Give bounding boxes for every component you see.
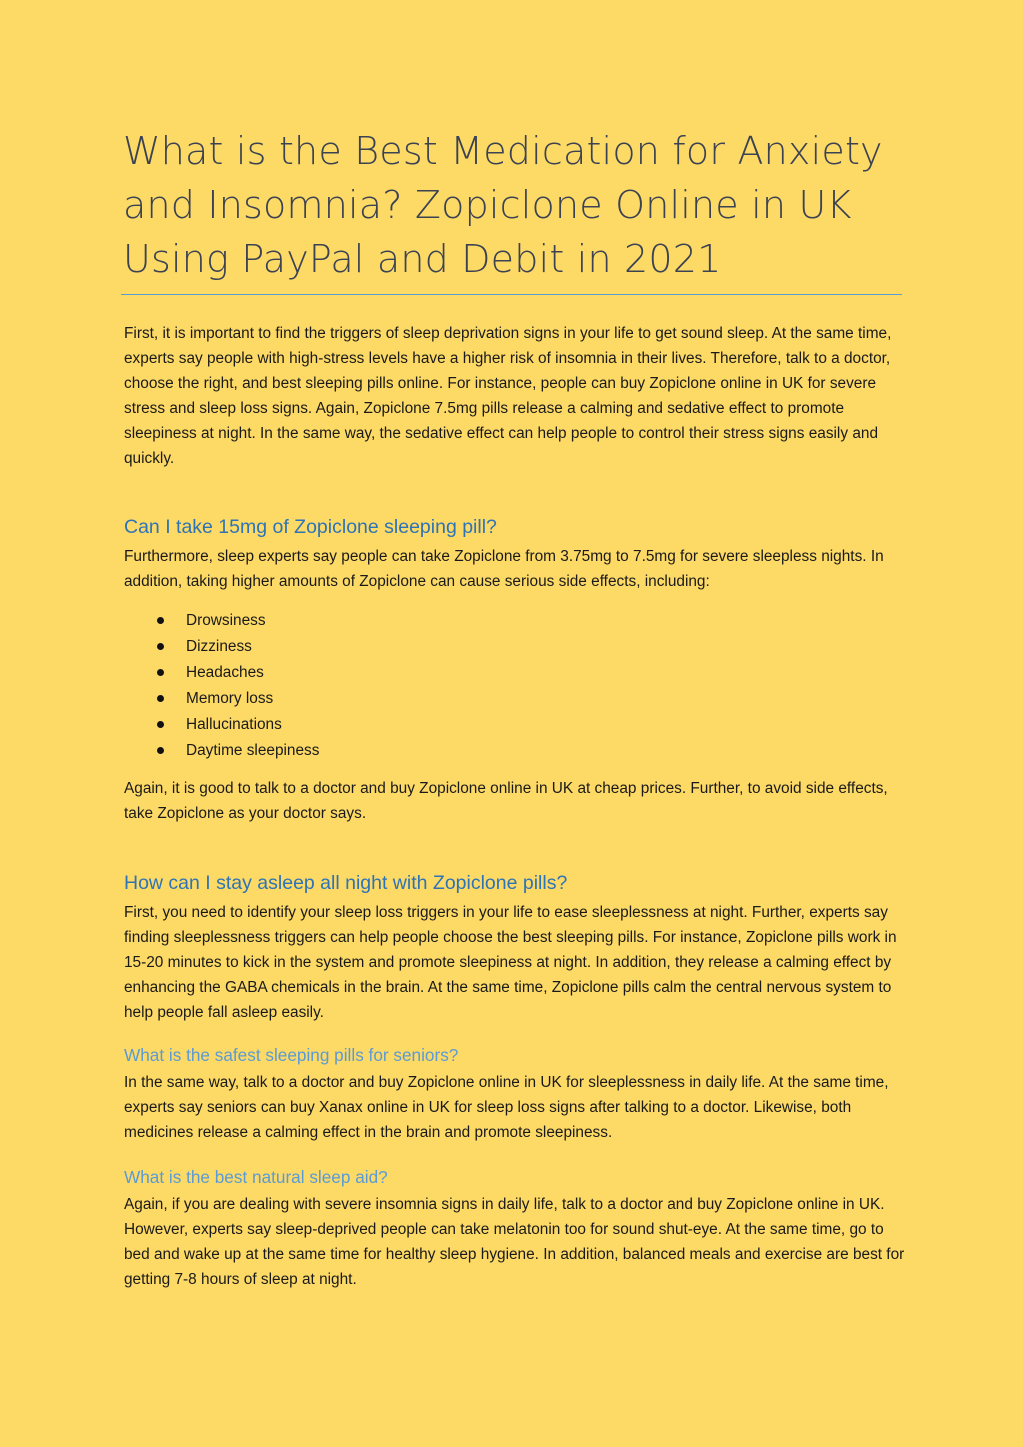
list-item-label: Hallucinations [186, 716, 282, 733]
list-item-label: Daytime sleepiness [186, 742, 320, 759]
page-title: What is the Best Medication for Anxiety and Insomnia? Zopiclone Online in UK Using PayPal and Debit in 2021 [123, 129, 883, 281]
list-item [124, 608, 724, 634]
list-item-label: Memory loss [186, 690, 274, 707]
bullet-icon [157, 617, 164, 624]
section-stay-asleep-paragraph: First, you need to identify your sleep loss triggers in your life to ease sleeplessness at night. Further, experts say finding sleeplessness triggers can help people choose the best sleeping pills. For instance, Zopiclone pills work in 15-20 minutes to kick in the system and promote sleepiness at night. In addition, they release a calming effect by enhancing the GABA chemicals in the brain. At the same time, Zopiclone pills calm the central nervous system to help people fall asleep easily. [124, 904, 897, 1021]
list-item [124, 634, 724, 660]
section-15mg-closing-paragraph: Again, it is good to talk to a doctor and buy Zopiclone online in UK at cheap prices. Further, to avoid side effects, take Zopiclone as your doctor says. [124, 780, 888, 822]
section-seniors-paragraph: In the same way, talk to a doctor and buy Zopiclone online in UK for sleeplessness in daily life. At the same time, experts say seniors can buy Xanax online in UK for sleep loss signs after talking to a doctor. Likewise, both medicines release a calming effect in the brain and promote sleepiness. [124, 1074, 889, 1141]
title-underline-divider [121, 294, 902, 295]
bullet-icon [157, 643, 164, 650]
section-heading-stay-asleep: How can I stay asleep all night with Zopiclone pills? [124, 872, 568, 894]
bullet-icon [157, 695, 164, 702]
section-natural-aid-paragraph: Again, if you are dealing with severe insomnia signs in daily life, talk to a doctor and buy Zopiclone online in UK. However, experts say sleep-deprived people can take melatonin too for sound shut-eye. At the same time, go to bed and wake up at the same time for healthy sleep hygiene. In addition, balanced meals and exercise are best for getting 7-8 hours of sleep at night. [124, 1196, 905, 1288]
bullet-icon [157, 747, 164, 754]
list-item [124, 686, 724, 712]
list-item-label: Dizziness [186, 638, 252, 655]
section-heading-15mg: Can I take 15mg of Zopiclone sleeping pill? [124, 516, 497, 538]
section-heading-natural-aid: What is the best natural sleep aid? [124, 1167, 388, 1187]
list-item [124, 712, 724, 738]
side-effects-list [124, 608, 724, 764]
bullet-icon [157, 669, 164, 676]
bullet-icon [157, 721, 164, 728]
list-item-label: Headaches [186, 664, 264, 681]
list-item [124, 660, 724, 686]
list-item-label: Drowsiness [186, 612, 266, 629]
list-item [124, 738, 724, 764]
intro-paragraph: First, it is important to find the triggers of sleep deprivation signs in your life to get sound sleep. At the same time, experts say people with high-stress levels have a higher risk of insomnia in their lives. Therefore, talk to a doctor, choose the right, and best sleeping pills online. For instance, people can buy Zopiclone online in UK for severe stress and sleep loss signs. Again, Zopiclone 7.5mg pills release a calming and sedative effect to promote sleepiness at night. In the same way, the sedative effect can help people to control their stress signs easily and quickly. [124, 325, 892, 467]
section-15mg-paragraph: Furthermore, sleep experts say people can take Zopiclone from 3.75mg to 7.5mg for severe sleepless nights. In addition, taking higher amounts of Zopiclone can cause serious side effects, including: [124, 548, 884, 590]
section-heading-seniors: What is the safest sleeping pills for seniors? [124, 1045, 459, 1065]
